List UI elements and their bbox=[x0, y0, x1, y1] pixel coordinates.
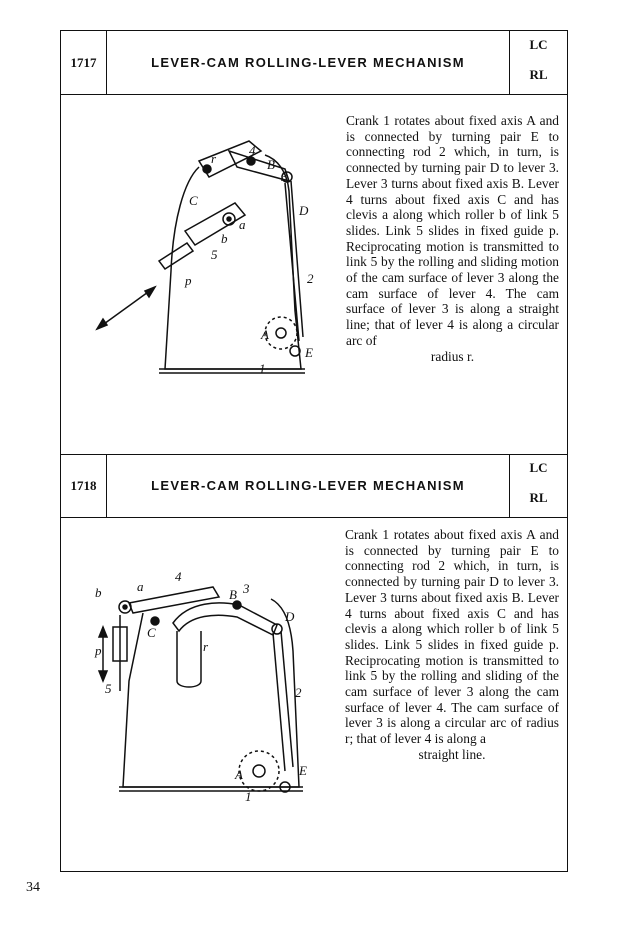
label-a: a bbox=[239, 217, 246, 232]
description-text: Crank 1 rotates about fixed axis A and is connected by turning pair E to connecting rod 2 which, in turn, is connected by turning pair D to lever 3. Lever 3 turns about fixed axis B. Lever 4 turns about fixed axis C and has clevis a along which roller b of link 5 slides. Link 5 slides in fixed guide p. Reciprocating motion is transmitted to link 5 by the rolling and sliding motion of the cam surface of lever 3 along the cam surface of lever 4. The cam surface of lever 3 is along a straight line; that of lever 4 is along a circular arc of bbox=[346, 113, 559, 348]
label-2: 2 bbox=[295, 685, 302, 700]
label-B: B bbox=[267, 157, 275, 172]
classification-codes bbox=[509, 454, 567, 517]
label-1: 1 bbox=[245, 789, 252, 804]
label-p: p bbox=[95, 643, 102, 658]
label-5: 5 bbox=[211, 247, 218, 262]
mechanism-figure-1717 bbox=[89, 111, 341, 411]
code-bottom: RL bbox=[529, 490, 548, 505]
label-3: 3 bbox=[243, 581, 250, 596]
entry-description-1718 bbox=[345, 527, 559, 763]
label-a: a bbox=[137, 579, 144, 594]
entry-number: 1718 bbox=[61, 454, 107, 517]
label-A: A bbox=[261, 327, 269, 342]
label-D: D bbox=[285, 609, 295, 624]
entry-number: 1717 bbox=[61, 31, 107, 94]
label-3: 3 bbox=[281, 169, 288, 184]
classification-codes bbox=[509, 31, 567, 94]
page-number: 34 bbox=[26, 880, 40, 895]
description-text: Crank 1 rotates about fixed axis A and is connected by turning pair E to connecting rod 2 which, in turn, is connected by turning pair D to lever 3. Lever 3 turns about fixed axis B. Lever 4 turns about fixed axis C and has clevis a along which roller b of link 5 slides. Link 5 slides in fixed guide p. Reciprocating motion is transmitted to link 5 by the rolling and sliding of the cam surface of lever 3 along the cam surface of lever 4. The cam surface of lever 3 is along a circular arc of radius r; that of lever 4 is along a bbox=[345, 527, 559, 747]
label-2: 2 bbox=[307, 271, 314, 286]
label-D: D bbox=[299, 203, 309, 218]
code-top: LC bbox=[529, 460, 548, 475]
label-B: B bbox=[229, 587, 237, 602]
mechanism-figure-1718 bbox=[89, 531, 341, 831]
label-4: 4 bbox=[249, 143, 256, 158]
code-bottom: RL bbox=[529, 67, 548, 82]
description-end: straight line. bbox=[418, 746, 486, 762]
label-r: r bbox=[203, 639, 209, 654]
label-E: E bbox=[299, 763, 307, 778]
entry-header-1717 bbox=[61, 31, 567, 95]
entry-description-1717 bbox=[346, 113, 559, 364]
label-1: 1 bbox=[259, 361, 266, 376]
page-frame bbox=[60, 30, 568, 872]
label-A: A bbox=[235, 767, 243, 782]
label-C: C bbox=[189, 193, 198, 208]
description-end: radius r. bbox=[430, 348, 475, 364]
label-5: 5 bbox=[105, 681, 112, 696]
entry-title: LEVER-CAM ROLLING-LEVER MECHANISM bbox=[151, 55, 465, 70]
label-E: E bbox=[305, 345, 313, 360]
label-b: b bbox=[95, 585, 102, 600]
label-r: r bbox=[211, 151, 217, 166]
label-b: b bbox=[221, 231, 228, 246]
code-top: LC bbox=[529, 37, 548, 52]
label-C: C bbox=[147, 625, 156, 640]
label-4: 4 bbox=[175, 569, 182, 584]
entry-title: LEVER-CAM ROLLING-LEVER MECHANISM bbox=[151, 478, 465, 493]
label-p: p bbox=[185, 273, 192, 288]
entry-header-1718 bbox=[61, 454, 567, 518]
